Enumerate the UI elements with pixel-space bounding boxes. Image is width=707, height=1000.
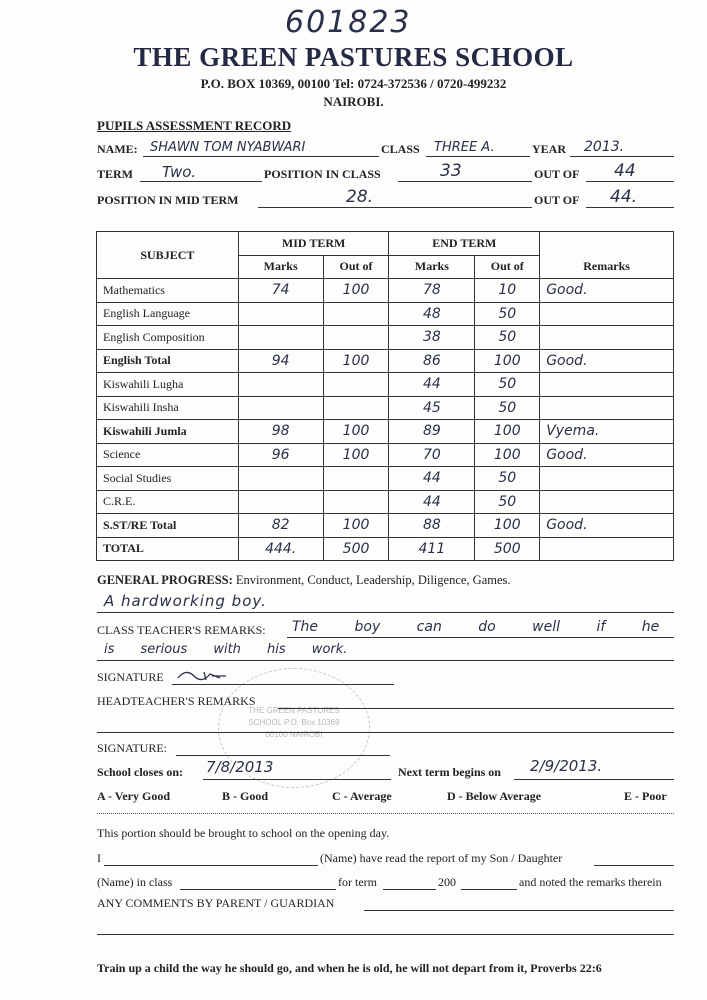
year-value: 2013. — [584, 139, 625, 155]
table-row — [97, 467, 674, 491]
out-of-line — [586, 181, 674, 182]
next-term-label: Next term begins on — [398, 765, 501, 779]
class-teacher-remark-1: The boy can do well if he — [292, 619, 660, 635]
table-row — [97, 420, 674, 444]
class-label: CLASS — [381, 142, 420, 156]
subject-cell: C.R.E. — [97, 490, 239, 514]
remarks-cell: Vyema. — [540, 420, 674, 444]
table-row — [97, 279, 674, 303]
name-in-class-label: (Name) in class — [97, 875, 173, 889]
end-marks-cell: 70 — [389, 443, 475, 467]
subject-cell: Science — [97, 443, 239, 467]
end-marks-cell: 44 — [389, 373, 475, 397]
parent-i-label: I — [97, 851, 101, 865]
table-row — [97, 373, 674, 397]
end-outof-cell: 100 — [475, 514, 540, 538]
stamp-text: THE GREEN PASTURES SCHOOL P.O. Box 10369 00100 NAIROBI — [248, 706, 340, 739]
end-outof-cell: 100 — [475, 349, 540, 373]
midterm-out-of-line — [586, 207, 674, 208]
mid-outof-cell — [323, 396, 389, 420]
end-outof-cell: 10 — [475, 279, 540, 303]
headteacher-signature-line — [176, 755, 390, 756]
end-marks-cell: 44 — [389, 467, 475, 491]
class-fill-line — [180, 889, 336, 890]
mid-marks-header: Marks — [238, 255, 323, 279]
next-term-value: 2/9/2013. — [530, 757, 603, 775]
reference-number: 601823 — [285, 5, 412, 40]
end-marks-cell: 86 — [389, 349, 475, 373]
mid-outof-cell — [323, 302, 389, 326]
term-value: Two. — [162, 163, 197, 181]
subject-cell: Kiswahili Lugha — [97, 373, 239, 397]
remarks-cell — [540, 396, 674, 420]
midterm-out-of-value: 44. — [610, 187, 638, 207]
end-marks-cell: 48 — [389, 302, 475, 326]
general-progress-title: GENERAL PROGRESS: — [97, 573, 233, 587]
table-row — [97, 349, 674, 373]
school-closes-label: School closes on: — [97, 765, 184, 779]
midterm-position-value: 28. — [346, 187, 374, 207]
remarks-cell: Good. — [540, 279, 674, 303]
headteacher-line-1 — [278, 708, 674, 709]
table-row — [97, 396, 674, 420]
mid-marks-cell — [238, 302, 323, 326]
remarks-cell: Good. — [540, 514, 674, 538]
subject-cell: Social Studies — [97, 467, 239, 491]
remarks-cell: Good. — [540, 349, 674, 373]
table-header-row — [97, 232, 674, 256]
end-outof-cell: 50 — [475, 373, 540, 397]
subject-cell: Kiswahili Jumla — [97, 420, 239, 444]
general-progress-criteria: Environment, Conduct, Leadership, Diligence, Games. — [235, 573, 511, 587]
mid-outof-cell: 100 — [323, 349, 389, 373]
end-outof-cell: 50 — [475, 302, 540, 326]
parent-name-line — [104, 865, 318, 866]
mid-marks-cell — [238, 467, 323, 491]
end-outof-cell: 50 — [475, 396, 540, 420]
teacher-signature — [176, 666, 236, 684]
mid-marks-cell: 94 — [238, 349, 323, 373]
mid-marks-cell — [238, 396, 323, 420]
grade-d: D - Below Average — [447, 789, 542, 803]
mid-marks-cell: 74 — [238, 279, 323, 303]
mid-outof-header: Out of — [323, 255, 389, 279]
class-teacher-line-2 — [97, 660, 674, 661]
out-of-value: 44 — [614, 161, 636, 181]
class-value: THREE A. — [434, 140, 495, 155]
end-outof-header: Out of — [475, 255, 540, 279]
mid-outof-cell — [323, 467, 389, 491]
grade-a: A - Very Good — [97, 789, 171, 803]
table-row — [97, 490, 674, 514]
name-label: NAME: — [97, 142, 138, 156]
class-teacher-line-1 — [287, 637, 674, 638]
subject-header: SUBJECT — [97, 232, 239, 279]
school-city: NAIROBI. — [323, 94, 384, 109]
general-progress-label — [97, 573, 511, 588]
parent-read-text: (Name) have read the report of my Son / Daughter — [320, 851, 563, 865]
school-name: THE GREEN PASTURES SCHOOL — [133, 42, 574, 72]
table-row — [97, 514, 674, 538]
end-marks-cell: 89 — [389, 420, 475, 444]
school-address: P.O. BOX 10369, 00100 Tel: 0724-372536 / 0720-499232 — [200, 76, 507, 91]
mid-outof-cell: 100 — [323, 279, 389, 303]
class-teacher-remark-2: is serious with his work. — [104, 642, 348, 657]
subject-cell: S.ST/RE Total — [97, 514, 239, 538]
subject-cell: TOTAL — [97, 537, 239, 561]
remarks-cell — [540, 467, 674, 491]
noted-remarks-text: and noted the remarks therein — [519, 875, 662, 889]
signature-line — [172, 684, 394, 685]
out-of-label: OUT OF — [534, 167, 580, 181]
end-marks-cell: 88 — [389, 514, 475, 538]
end-outof-cell: 50 — [475, 490, 540, 514]
child-name-line — [594, 865, 674, 866]
mid-outof-cell: 100 — [323, 420, 389, 444]
position-label: POSITION IN CLASS — [264, 167, 381, 181]
parent-comments-line-1 — [364, 910, 674, 911]
remarks-cell — [540, 490, 674, 514]
end-marks-cell: 78 — [389, 279, 475, 303]
school-closes-value: 7/8/2013 — [206, 758, 274, 776]
mid-marks-cell: 82 — [238, 514, 323, 538]
remarks-cell: Good. — [540, 443, 674, 467]
grade-e: E - Poor — [624, 789, 667, 803]
mid-outof-cell: 100 — [323, 514, 389, 538]
remarks-cell — [540, 302, 674, 326]
midterm-position-label: POSITION IN MID TERM — [97, 193, 239, 207]
position-value: 33 — [440, 161, 462, 181]
end-outof-cell: 50 — [475, 326, 540, 350]
headteacher-remarks-label: HEADTEACHER'S REMARKS — [97, 694, 256, 708]
table-row — [97, 443, 674, 467]
general-progress-value: A hardworking boy. — [104, 592, 267, 610]
table-row — [97, 326, 674, 350]
next-term-line — [514, 779, 674, 780]
end-outof-cell: 500 — [475, 537, 540, 561]
tear-off-note: This portion should be brought to school on the opening day. — [97, 826, 390, 840]
subject-cell: English Composition — [97, 326, 239, 350]
midterm-out-of-label: OUT OF — [534, 193, 580, 207]
name-line — [143, 156, 379, 157]
mid-marks-cell: 98 — [238, 420, 323, 444]
mid-term-header: MID TERM — [238, 232, 389, 256]
mid-marks-cell: 96 — [238, 443, 323, 467]
mid-outof-cell — [323, 326, 389, 350]
class-teacher-label: CLASS TEACHER'S REMARKS: — [97, 623, 266, 637]
year-label: YEAR — [532, 142, 567, 156]
parent-comments-label: ANY COMMENTS BY PARENT / GUARDIAN — [97, 896, 335, 910]
term-label: TERM — [97, 167, 133, 181]
grade-c: C - Average — [332, 789, 392, 803]
end-marks-header: Marks — [389, 255, 475, 279]
mid-outof-cell — [323, 490, 389, 514]
record-title: PUPILS ASSESSMENT RECORD — [97, 118, 292, 133]
general-progress-line — [97, 612, 674, 613]
proverb-footer: Train up a child the way he should go, and when he is old, he will not depart from it, Proverbs 22:6 — [97, 961, 602, 975]
mid-marks-cell — [238, 490, 323, 514]
end-outof-cell: 100 — [475, 443, 540, 467]
remarks-header: Remarks — [540, 255, 674, 279]
marks-table — [96, 231, 674, 561]
mid-marks-cell — [238, 326, 323, 350]
mid-outof-cell: 100 — [323, 443, 389, 467]
cut-line — [97, 813, 674, 814]
subject-cell: Kiswahili Insha — [97, 396, 239, 420]
class-line — [426, 156, 530, 157]
school-closes-line — [203, 779, 391, 780]
mid-outof-cell: 500 — [323, 537, 389, 561]
table-row — [97, 537, 674, 561]
table-row — [97, 302, 674, 326]
parent-comments-line-2 — [97, 934, 674, 935]
year-line — [570, 156, 674, 157]
remarks-cell — [540, 537, 674, 561]
headteacher-signature-label: SIGNATURE: — [97, 741, 168, 755]
remarks-header-blank — [540, 232, 674, 256]
grade-b: B - Good — [222, 789, 269, 803]
headteacher-line-2 — [97, 732, 674, 733]
mid-marks-cell — [238, 373, 323, 397]
year-fill-line — [461, 889, 517, 890]
term-fill-line — [383, 889, 436, 890]
subject-cell: English Total — [97, 349, 239, 373]
end-marks-cell: 38 — [389, 326, 475, 350]
remarks-cell — [540, 326, 674, 350]
signature-label: SIGNATURE — [97, 670, 164, 684]
end-marks-cell: 411 — [389, 537, 475, 561]
position-line — [398, 181, 532, 182]
midterm-position-line — [258, 207, 532, 208]
name-value: SHAWN TOM NYABWARI — [150, 140, 306, 155]
term-line — [140, 181, 262, 182]
subject-cell: English Language — [97, 302, 239, 326]
year-prefix: 200 — [438, 875, 456, 889]
end-marks-cell: 44 — [389, 490, 475, 514]
end-outof-cell: 50 — [475, 467, 540, 491]
mid-marks-cell: 444. — [238, 537, 323, 561]
mid-outof-cell — [323, 373, 389, 397]
end-outof-cell: 100 — [475, 420, 540, 444]
end-term-header: END TERM — [389, 232, 540, 256]
subject-cell: Mathematics — [97, 279, 239, 303]
for-term-label: for term — [338, 875, 377, 889]
remarks-cell — [540, 373, 674, 397]
end-marks-cell: 45 — [389, 396, 475, 420]
